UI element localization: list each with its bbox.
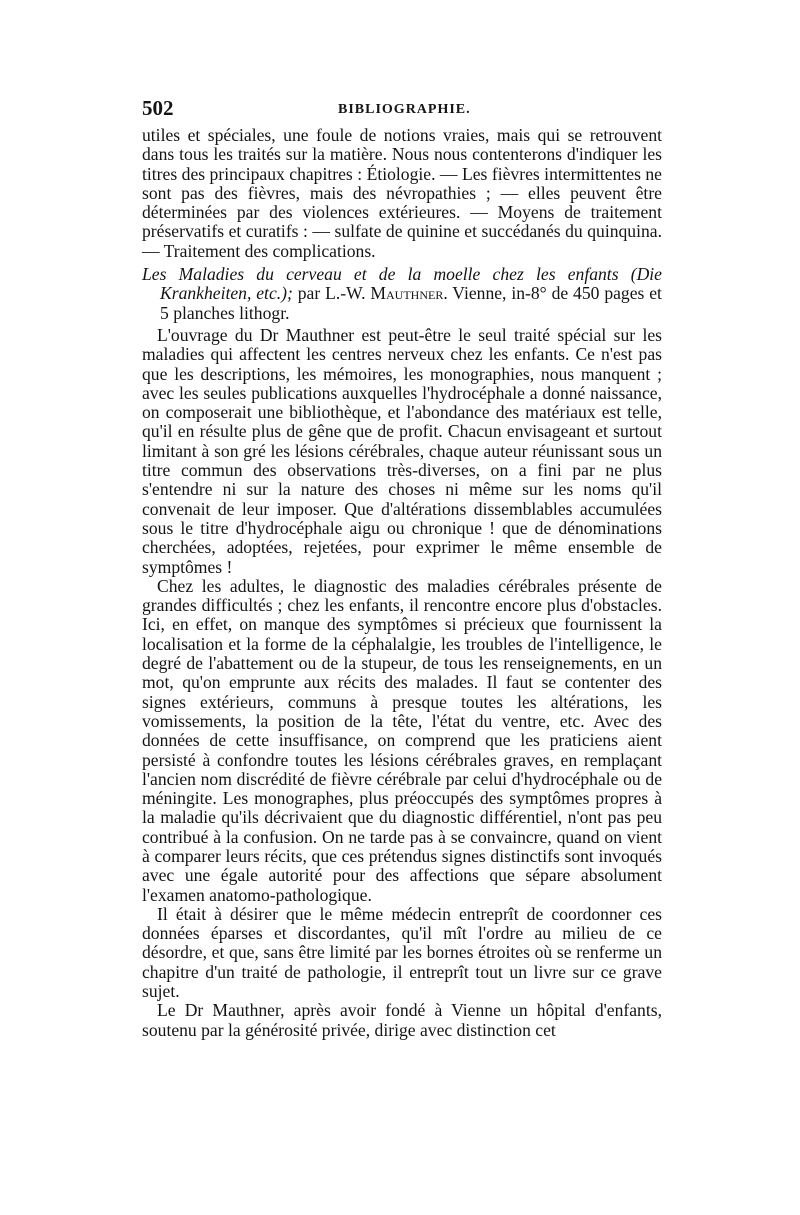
page-header bbox=[142, 96, 662, 126]
bibliography-entry bbox=[142, 265, 662, 323]
entry-title: Les Maladies du cerveau et de la moelle chez les enfants (Die Krankheiten, etc.); bbox=[142, 264, 662, 304]
paragraph-3: Il était à désirer que le même médecin entreprît de coordonner ces données éparses et discordantes, qu'il mît l'ordre au milieu de ce désordre, et que, sans être limité par les bornes étroites où se renferme un chapitre d'un traité de pathologie, il entreprît tout un livre sur ce grave sujet. bbox=[142, 903, 662, 1002]
paragraph-1: L'ouvrage du Dr Mauthner est peut-être le seul traité spécial sur les maladies qui affectent les centres nerveux chez les enfants. Ce n'est pas que les descriptions, les mémoires, les monographies, nous manquent ; avec les seules publications auxquelles l'hydrocéphale a donné naissance, on composerait une bibliothèque, et l'abondance des matériaux est telle, qu'il en résulte plus de gêne que de profit. Chacun envisageant et surtout limitant à son gré les lésions cérébrales, chaque auteur réunissant sous un titre commun des observations très-diverses, on a fini par ne plus s'entendre ni sur la nature des choses ni même sur les noms qu'il convenait de leur imposer. Que d'altérations dissemblables accumulées sous le titre d'hydrocéphale aigu ou chronique ! que de dénominations cherchées, adoptées, rejetées, pour exprimer le même ensemble de symptômes ! bbox=[142, 324, 662, 577]
continuation-paragraph: utiles et spéciales, une foule de notions vraies, mais qui se retrouvent dans tous les traités sur la matière. Nous nous contenterons d'indiquer les titres des principaux chapitres : Étiologie. — Les fièvres intermittentes ne sont pas des fièvres, mais des névropathies ; — elles peuvent être déterminées par des violences extérieures. — Moyens de traitement préservatifs et curatifs : — sulfate de quinine et succédanés du quinquina. — Traitement des complications. bbox=[142, 125, 662, 261]
paragraph-4: Le Dr Mauthner, après avoir fondé à Vienne un hôpital d'enfants, soutenu par la générosité privée, dirige avec distinction cet bbox=[142, 1000, 662, 1040]
paragraph-2: Chez les adultes, le diagnostic des maladies cérébrales présente de grandes difficultés ; chez les enfants, il rencontre encore plus d'obstacles. Ici, en effet, on manque des symptômes si précieux que fournissent la localisation et la forme de la céphalalgie, les troubles de l'intelligence, le degré de l'abattement ou de la stupeur, de tous les renseignements, en un mot, qu'on emprunte aux récits des malades. Il faut se contenter des signes extérieurs, communs à presque toutes les altérations, les vomissements, la position de la tête, l'état du ventre, etc. Avec des données de cette insuffisance, on comprend que les praticiens aient persisté à confondre toutes les lésions cérébrales graves, en remplaçant l'ancien nom discrédité de fièvre cérébrale par celui d'hydrocéphale ou de méningite. Les monographes, plus préoccupés des symptômes propres à la maladie qu'ils décrivaient que du diagnostic différentiel, n'ont pas peu contribué à la confusion. On ne tarde pas à se convaincre, quand on vient à comparer leurs récits, que ces prétendus signes distinctifs sont invoqués avec une égale autorité pour des affections que sépare absolument l'examen anatomo-pathologique. bbox=[142, 575, 662, 905]
page-number: 502 bbox=[142, 96, 174, 120]
entry-details: Vienne, in-8° de 450 pages et 5 planches lithogr. bbox=[160, 283, 662, 323]
entry-by: par L.-W. bbox=[297, 283, 366, 304]
running-head: BIBLIOGRAPHIE. bbox=[338, 102, 471, 117]
page-body bbox=[142, 126, 662, 1040]
entry-author: Mauthner. bbox=[370, 283, 448, 304]
